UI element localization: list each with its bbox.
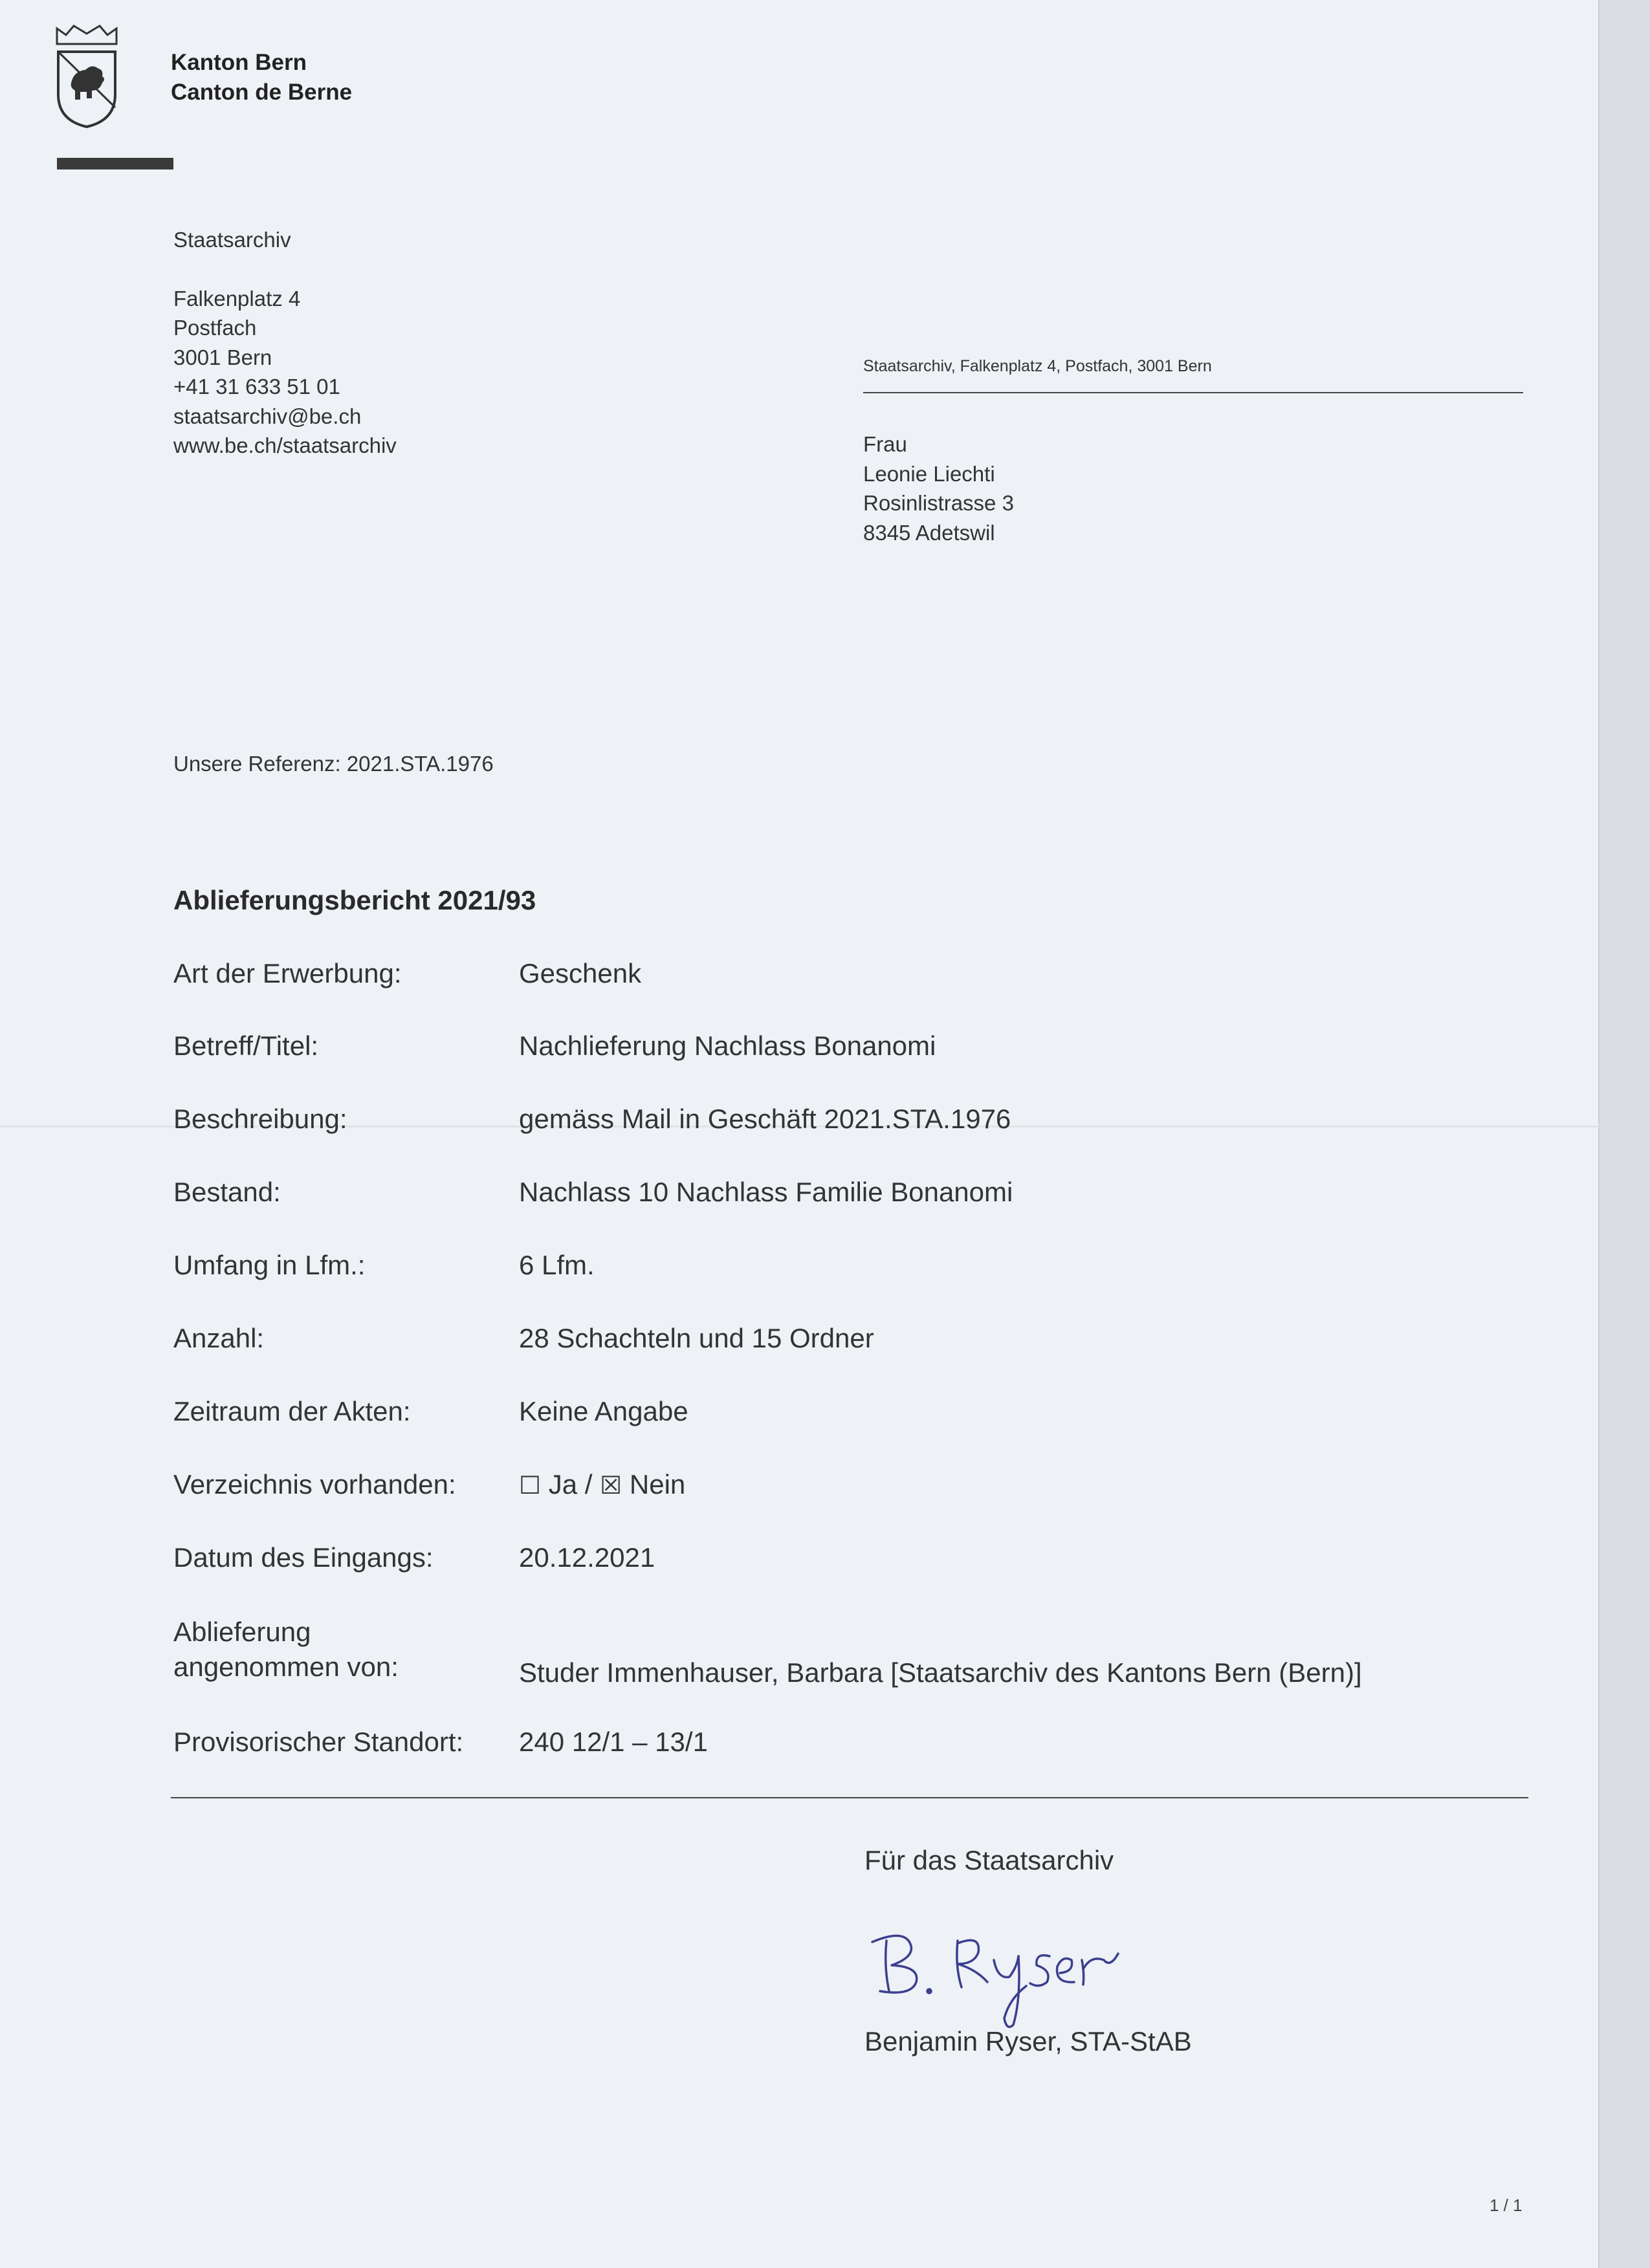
closing-rule	[171, 1797, 1528, 1798]
field-label-beschreibung: Beschreibung:	[173, 1104, 347, 1134]
sender-postbox: Postfach	[173, 316, 257, 340]
field-label-standort: Provisorischer Standort:	[173, 1727, 464, 1757]
field-label-betreff: Betreff/Titel:	[173, 1030, 319, 1061]
field-label-anzahl: Anzahl:	[173, 1323, 265, 1353]
return-address-rule	[863, 392, 1523, 393]
field-value-eingang: 20.12.2021	[519, 1542, 655, 1573]
page-number: 1 / 1	[1490, 2196, 1523, 2215]
reference-line: Unsere Referenz: 2021.STA.1976	[173, 752, 494, 776]
return-address: Staatsarchiv, Falkenplatz 4, Postfach, 3001 Bern	[863, 357, 1212, 375]
signer-name: Benjamin Ryser, STA-StAB	[864, 2026, 1192, 2056]
field-value-beschreibung: gemäss Mail in Geschäft 2021.STA.1976	[519, 1104, 1011, 1134]
recipient-name: Leonie Liechti	[863, 461, 995, 486]
document-title: Ablieferungsbericht 2021/93	[173, 885, 536, 915]
canton-name	[171, 48, 352, 107]
recipient-salutation: Frau	[863, 432, 907, 456]
sender-email: staatsarchiv@be.ch	[173, 404, 362, 428]
field-label-verzeichnis: Verzeichnis vorhanden:	[173, 1469, 456, 1499]
field-label-angenommen-line2: angenommen von:	[173, 1652, 399, 1682]
handwritten-signature	[861, 1915, 1171, 2031]
ja-label: Ja	[548, 1469, 578, 1499]
canton-name-fr: Canton de Berne	[171, 80, 353, 105]
sender-phone: +41 31 633 51 01	[173, 375, 340, 398]
field-value-verzeichnis	[519, 1467, 685, 1503]
header-bar	[57, 158, 173, 169]
sender-city: 3001 Bern	[173, 345, 272, 369]
field-value-umfang: 6 Lfm.	[519, 1250, 595, 1280]
field-label-art: Art der Erwerbung:	[173, 958, 402, 988]
field-label-bestand: Bestand:	[173, 1177, 281, 1207]
choice-separator: /	[584, 1469, 593, 1499]
recipient-address	[863, 430, 1014, 547]
canton-name-de: Kanton Bern	[171, 50, 307, 75]
nein-label: Nein	[629, 1469, 686, 1499]
sender-address	[173, 225, 397, 461]
field-value-standort: 240 12/1 – 13/1	[519, 1727, 708, 1757]
bern-coat-of-arms-icon	[54, 23, 119, 130]
field-value-bestand: Nachlass 10 Nachlass Familie Bonanomi	[519, 1177, 1013, 1207]
ja-checkbox: ☐	[519, 1471, 542, 1499]
field-label-angenommen	[173, 1615, 399, 1685]
field-value-anzahl: 28 Schachteln und 15 Ordner	[519, 1323, 874, 1353]
closing-for: Für das Staatsarchiv	[864, 1845, 1114, 1875]
field-value-betreff: Nachlieferung Nachlass Bonanomi	[519, 1030, 936, 1061]
field-label-umfang: Umfang in Lfm.:	[173, 1250, 366, 1280]
field-value-art: Geschenk	[519, 958, 642, 988]
field-value-angenommen: Studer Immenhauser, Barbara [Staatsarchiv des Kantons Bern (Bern)]	[519, 1657, 1362, 1688]
sender-website: www.be.ch/staatsarchiv	[173, 433, 397, 457]
scanner-background	[1600, 0, 1650, 2268]
recipient-city: 8345 Adetswil	[863, 520, 995, 545]
sender-street: Falkenplatz 4	[173, 286, 301, 311]
field-value-zeitraum: Keine Angabe	[519, 1396, 688, 1426]
sender-name: Staatsarchiv	[173, 228, 291, 252]
nein-checkbox: ☒	[600, 1471, 622, 1499]
field-label-zeitraum: Zeitraum der Akten:	[173, 1396, 411, 1426]
recipient-street: Rosinlistrasse 3	[863, 491, 1014, 515]
field-label-eingang: Datum des Eingangs:	[173, 1542, 434, 1573]
field-label-angenommen-line1: Ablieferung	[173, 1617, 311, 1647]
